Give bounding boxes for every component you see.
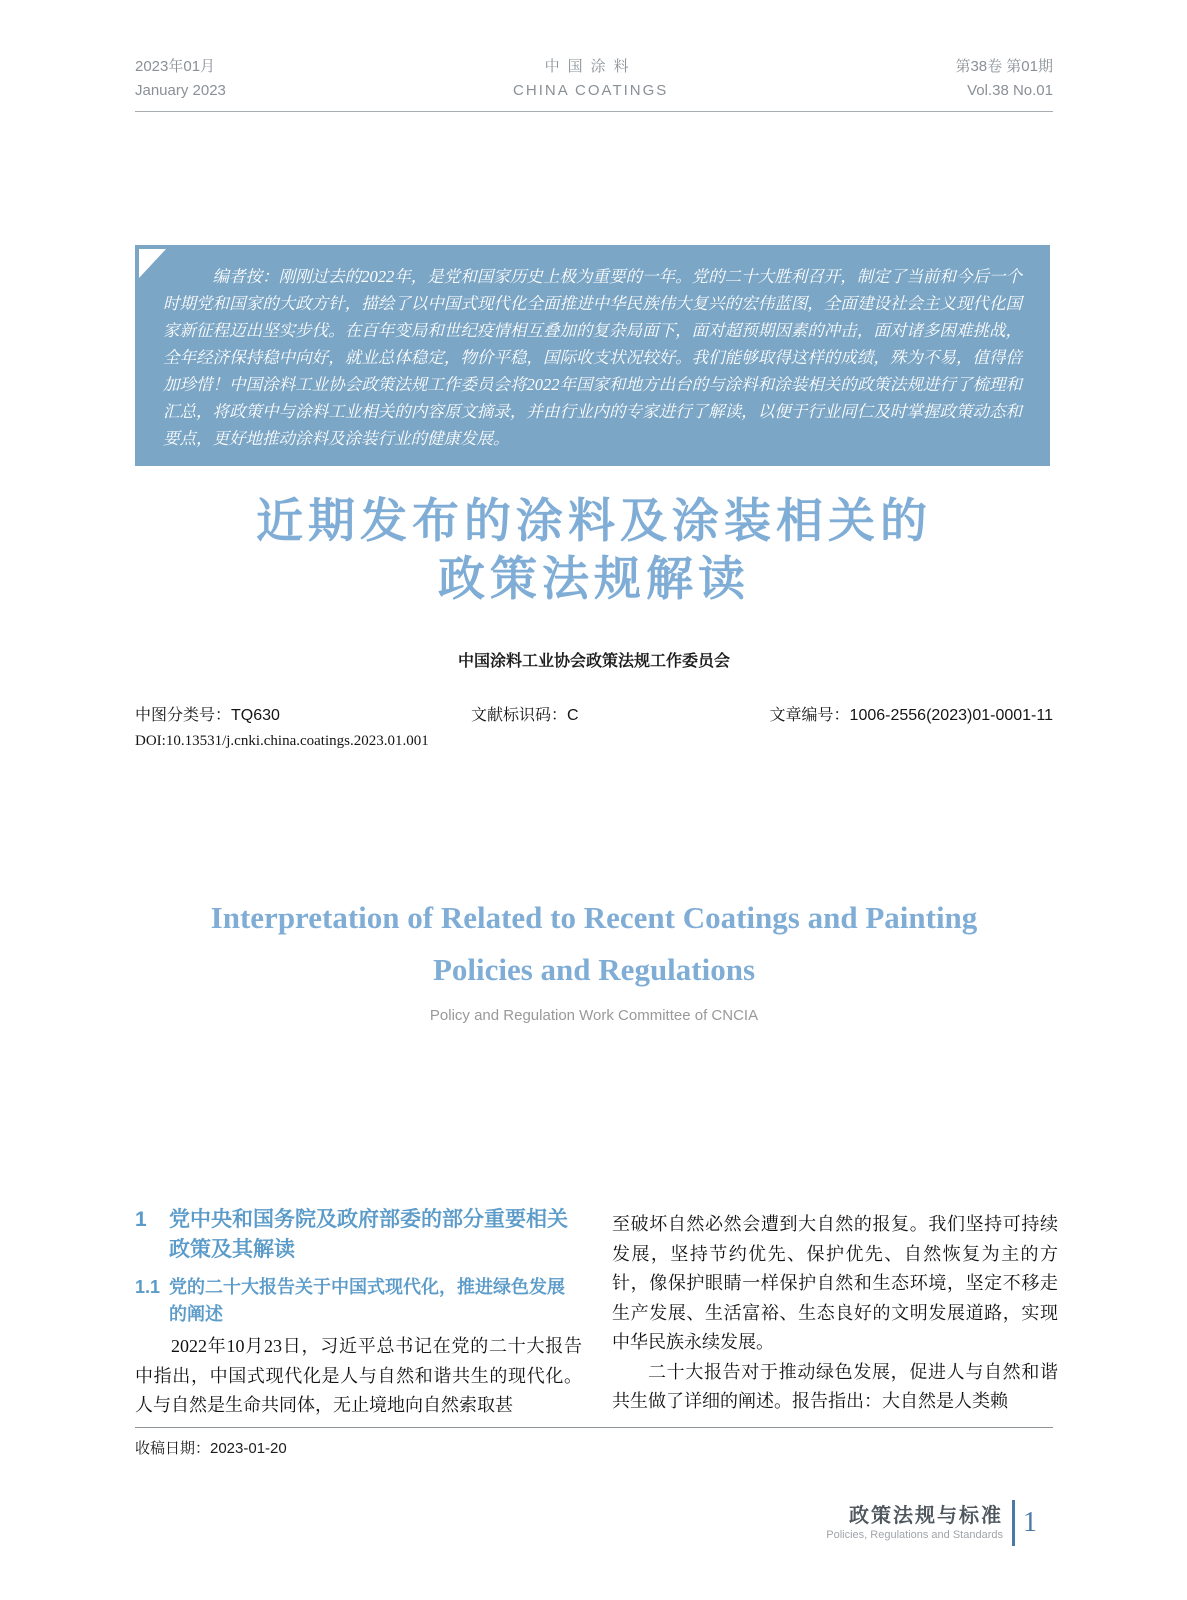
header-volume-info	[955, 55, 1053, 103]
section-heading-1-1	[135, 1274, 582, 1328]
author-en: Policy and Regulation Work Committee of CNCIA	[429, 1007, 759, 1024]
volume-info-en: Vol.38 No.01	[967, 82, 1053, 99]
journal-header	[135, 55, 1053, 112]
article-title-en	[105, 892, 1083, 996]
editor-note-text: 编者按：刚刚过去的2022年，是党和国家历史上极为重要的一年。党的二十大胜利召开，制定了当前和今后一个时期党和国家的大政方针，描绘了以中国式现代化全面推进中华民族伟大复兴的宏伟蓝图，全面建设社会主义现代化国家新征程迈出坚实步伐。在百年变局和世纪疫情相互叠加的复杂局面下，面对超预期因素的冲击，面对诸多困难挑战，全年经济保持稳中向好，就业总体稳定，物价平稳，国际收支状况较好。我们能够取得这样的成绩，殊为不易，值得倍加珍惜！中国涂料工业协会政策法规工作委员会将2022年国家和地方出台的与涂料和涂装相关的政策法规进行了梳理和汇总，将政策中与涂料工业相关的内容原文摘录，并由行业内的专家进行了解读，以便于行业同仁及时掌握政策动态和要点，更好地推动涂料及涂装行业的健康发展。	[163, 267, 1022, 448]
header-journal-name	[513, 55, 668, 103]
body-column-left	[135, 1205, 582, 1421]
section-heading-1	[135, 1205, 582, 1265]
section-heading-1-text: 党中央和国务院及政府部委的部分重要相关政策及其解读	[169, 1208, 568, 1261]
header-issue-date	[135, 55, 226, 103]
footer-section-title-en: Policies, Regulations and Standards	[826, 1528, 1003, 1541]
article-title-cn-line1: 近期发布的涂料及涂装相关的	[256, 494, 932, 547]
journal-name-cn: 中国涂料	[544, 58, 637, 75]
page-number: 1	[1023, 1507, 1037, 1538]
author-cn: 中国涂料工业协会政策法规工作委员会	[457, 653, 730, 670]
meta-document-code: 文献标识码：C	[470, 707, 579, 724]
page-footer	[826, 1500, 1037, 1546]
section-heading-1-1-text: 党的二十大报告关于中国式现代化，推进绿色发展的阐述	[169, 1277, 565, 1324]
article-meta-row	[135, 702, 1053, 725]
meta-clc-number: 中图分类号：TQ630	[135, 707, 280, 724]
article-title-en-line1: Interpretation of Related to Recent Coatings and Painting	[210, 900, 978, 935]
article-title-en-line2: Policies and Regulations	[432, 952, 756, 987]
article-title-cn	[135, 492, 1053, 608]
meta-article-id: 文章编号：1006-2556(2023)01-0001-11	[769, 707, 1053, 724]
body-paragraph-right-2: 二十大报告对于推动绿色发展，促进人与自然和谐共生做了详细的阐述。报告指出：大自然是人类赖	[612, 1361, 1058, 1411]
footer-divider-bar	[1012, 1500, 1015, 1546]
body-column-right	[612, 1210, 1058, 1417]
editor-note-box	[135, 245, 1050, 466]
footer-section-title	[826, 1504, 1003, 1543]
section-heading-1-1-number: 1.1	[135, 1277, 161, 1297]
article-doi: DOI:10.13531/j.cnki.china.coatings.2023.01.001	[135, 733, 429, 749]
journal-name-en: CHINA COATINGS	[513, 82, 669, 99]
volume-info-cn: 第38卷 第01期	[955, 58, 1053, 75]
footer-section-title-cn: 政策法规与标准	[849, 1504, 1003, 1527]
issue-date-cn: 2023年01月	[135, 58, 216, 75]
body-paragraph-left: 2022年10月23日，习近平总书记在党的二十大报告中指出，中国式现代化是人与自然和谐共生的现代化。人与自然是生命共同体，无止境地向自然索取甚	[135, 1336, 582, 1415]
section-heading-1-number: 1	[135, 1208, 147, 1231]
corner-triangle-icon	[139, 249, 166, 278]
received-date: 收稿日期：2023-01-20	[135, 1427, 1053, 1458]
body-paragraph-right-1: 至破坏自然必然会遭到大自然的报复。我们坚持可持续发展，坚持节约优先、保护优先、自然恢复为主的方针，像保护眼睛一样保护自然和生态环境，坚定不移走生产发展、生活富裕、生态良好的文明发展道路，实现中华民族永续发展。	[612, 1214, 1058, 1352]
issue-date-en: January 2023	[135, 82, 226, 99]
article-title-cn-line2: 政策法规解读	[438, 552, 750, 605]
